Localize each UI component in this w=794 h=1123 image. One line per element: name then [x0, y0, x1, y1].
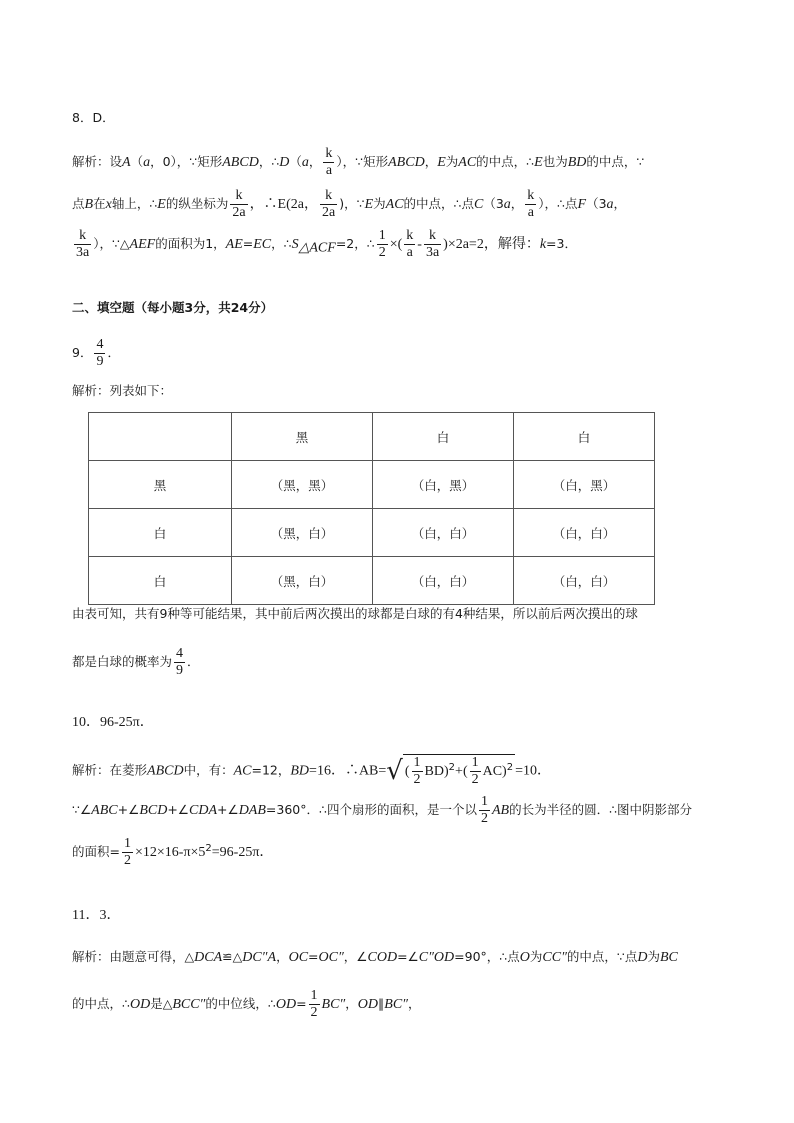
q9-intro: 解析：列表如下：	[72, 383, 173, 398]
table-row	[89, 509, 655, 557]
q8-line-2: 点B在x轴上，∴E的纵坐标为 $\frac{k}{2a}$ ，∴E(2a， $\frac{k}{2a}$ )，∵E为AC的中点，∴点C（3a， $\frac{k}{a}$ ），∴点F（3a，	[72, 188, 627, 220]
q11-answer: 11．3．	[72, 908, 121, 923]
table-cell: （白，白）	[514, 557, 655, 605]
fraction: $\frac{1}{2}$	[471, 755, 479, 787]
table-cell: 白	[373, 413, 514, 461]
q10-line-3: 的面积= $\frac{1}{2}$ $\times 12\times 16-\pi\times 5^2=96-25\pi$．	[72, 836, 274, 868]
table-cell: （白，黑）	[373, 461, 514, 509]
table-header-row	[89, 413, 655, 461]
table-cell: （黑，白）	[232, 509, 373, 557]
fraction: $\frac{1}{2}$	[123, 836, 131, 868]
fraction: $\frac{k}{2a}$	[232, 188, 246, 220]
table-row	[89, 461, 655, 509]
q11-line-2: 的中点，∴OD是△BCC″的中位线，∴OD= $\frac{1}{2}$ BC″，OD∥BC″，	[72, 988, 421, 1020]
table-cell: 黑	[89, 461, 232, 509]
q9-conclusion-1: 由表可知，共有9种等可能结果，其中前后两次摸出的球都是白球的有4种结果，所以前后两次摸出的球	[72, 606, 638, 621]
outcome-table	[88, 412, 655, 605]
q10-answer: 10．96-25π．	[72, 715, 154, 730]
q9-answer: 9． $\frac{4}{9}$ ．	[72, 337, 120, 369]
table-cell: （白，白）	[514, 509, 655, 557]
section-heading: 二、填空题（每小题3分，共24分）	[72, 300, 274, 315]
fraction: $\frac{k}{3a}$	[76, 228, 90, 260]
q9-conclusion-2: 都是白球的概率为 $\frac{4}{9}$ ．	[72, 646, 200, 678]
fraction: $\frac{1}{2}$	[413, 755, 421, 787]
table-cell: （白，白）	[373, 557, 514, 605]
q11-line-1: 解析：由题意可得，△DCA≌△DC″A，OC=OC″，∠COD=∠C″OD=90°，∴点O为CC″的中点，∵点D为BC	[72, 949, 678, 965]
fraction: $\frac{k}{3a}$	[425, 228, 440, 260]
fraction: $\frac{k}{2a}$	[322, 188, 336, 220]
table-cell: 黑	[232, 413, 373, 461]
table-cell: 白	[89, 557, 232, 605]
table-cell: 白	[514, 413, 655, 461]
table-row	[89, 557, 655, 605]
fraction: $\frac{4}{9}$	[96, 337, 104, 369]
fraction: $\frac{1}{2}$	[310, 988, 318, 1020]
q8-line-1: 解析：设A（a，0），∵矩形ABCD，∴D（a， $\frac{k}{a}$ ），∵矩形ABCD，E为AC的中点，∴E也为BD的中点，∵	[72, 146, 645, 178]
fraction: $\frac{1}{2}$	[378, 228, 386, 260]
table-cell: （白，白）	[373, 509, 514, 557]
table-cell: 白	[89, 509, 232, 557]
table-cell: （黑，黑）	[232, 461, 373, 509]
q8-line-3: $\frac{k}{3a}$ ），∵△AEF的面积为1，AE=EC，$\therefore S_{\triangle ACF}=2$，∴ $\frac{1}{2}$ ×( $\frac{k}{a}$ - $\frac{k}{3a}$ )×2a=2，解得：k=3．	[76, 228, 577, 260]
table-cell: （黑，白）	[232, 557, 373, 605]
table-cell: （白，黑）	[514, 461, 655, 509]
fraction: $\frac{k}{a}$	[406, 228, 414, 260]
table-cell	[89, 413, 232, 461]
fraction: $\frac{1}{2}$	[480, 794, 488, 826]
q10-line-1: 解析：在菱形ABCD中，有：AC=12，BD=16．∴AB=√ ( $\frac{1}{2}$ BD)$^2$+( $\frac{1}{2}$ AC)$^2$ =10．	[72, 755, 552, 787]
q8-answer: 8．D．	[72, 110, 115, 125]
fraction: $\frac{k}{a}$	[527, 188, 535, 220]
fraction: $\frac{k}{a}$	[325, 146, 333, 178]
fraction: $\frac{4}{9}$	[176, 646, 184, 678]
q10-line-2: ∵∠ABC+∠BCD+∠CDA+∠DAB=360°．∴四个扇形的面积，是一个以 $\frac{1}{2}$ AB的长为半径的圆．∴图中阴影部分	[72, 794, 693, 826]
square-root: √ ( $\frac{1}{2}$ BD)$^2$+( $\frac{1}{2}$ AC)$^2$	[386, 755, 514, 787]
